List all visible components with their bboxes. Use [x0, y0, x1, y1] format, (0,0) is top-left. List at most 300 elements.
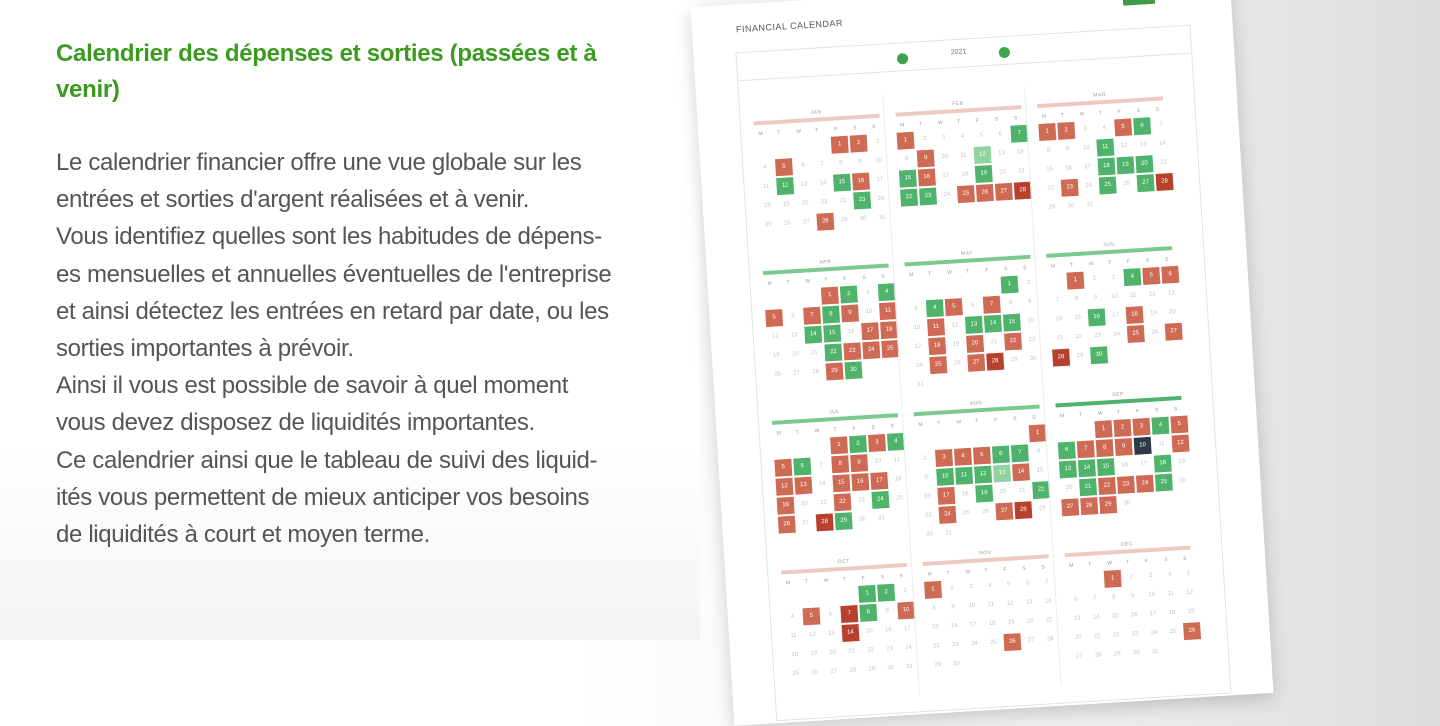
calendar-day[interactable]: 4: [1123, 268, 1141, 286]
calendar-day[interactable]: 21: [848, 648, 856, 655]
calendar-day[interactable]: 25: [792, 670, 800, 678]
calendar-day[interactable]: 24: [1085, 182, 1093, 190]
calendar-day[interactable]: 8: [1036, 448, 1041, 455]
calendar-day[interactable]: 18: [763, 202, 771, 209]
calendar-day[interactable]: 7: [820, 161, 824, 168]
calendar-day[interactable]: 20: [791, 351, 799, 358]
calendar-day[interactable]: 26: [1179, 477, 1187, 485]
calendar-day[interactable]: 5: [1007, 581, 1011, 588]
calendar-day[interactable]: 1: [897, 132, 915, 150]
calendar-day[interactable]: 16: [918, 168, 936, 186]
calendar-day[interactable]: 25: [881, 340, 899, 358]
calendar-day[interactable]: 9: [1115, 438, 1133, 456]
calendar-day[interactable]: 11: [1167, 590, 1175, 598]
calendar-day[interactable]: 14: [984, 315, 1002, 333]
calendar-day[interactable]: 18: [894, 476, 902, 483]
calendar-day[interactable]: 23: [1028, 336, 1036, 344]
calendar-day[interactable]: 1: [1104, 570, 1122, 588]
calendar-day[interactable]: 1: [1066, 272, 1084, 290]
calendar-day[interactable]: 24: [877, 195, 885, 203]
calendar-day[interactable]: 17: [876, 176, 884, 184]
calendar-day[interactable]: 21: [1045, 617, 1053, 624]
calendar-day[interactable]: 29: [1076, 352, 1084, 360]
calendar-day[interactable]: 23: [843, 342, 861, 360]
calendar-day[interactable]: 25: [895, 495, 903, 502]
calendar-day[interactable]: 12: [1172, 434, 1190, 452]
calendar-day[interactable]: 9: [1027, 298, 1032, 306]
calendar-day[interactable]: 28: [849, 667, 857, 674]
calendar-day[interactable]: 5: [774, 459, 792, 477]
calendar-day[interactable]: 8: [838, 160, 843, 167]
calendar-day[interactable]: 6: [801, 162, 805, 169]
calendar-day[interactable]: 30: [1123, 500, 1131, 507]
calendar-day[interactable]: 24: [1136, 475, 1154, 493]
calendar-day[interactable]: 19: [777, 497, 795, 515]
calendar-day[interactable]: 10: [1148, 591, 1156, 599]
calendar-day[interactable]: 21: [1159, 159, 1167, 166]
calendar-day[interactable]: 25: [989, 639, 997, 646]
calendar-day[interactable]: 9: [917, 150, 935, 168]
calendar-day[interactable]: 24: [1113, 331, 1121, 338]
calendar-day[interactable]: 29: [1113, 651, 1121, 658]
calendar-day[interactable]: 9: [885, 608, 890, 615]
calendar-day[interactable]: 29: [835, 512, 853, 530]
calendar-day[interactable]: 3: [875, 138, 880, 146]
calendar-day[interactable]: 8: [822, 306, 840, 324]
calendar-day[interactable]: 23: [1131, 630, 1139, 638]
calendar-day[interactable]: 2: [840, 285, 858, 303]
calendar-day[interactable]: 14: [1078, 459, 1096, 477]
calendar-day[interactable]: 24: [943, 191, 951, 198]
calendar-day[interactable]: 18: [1154, 455, 1172, 473]
calendar-day[interactable]: 14: [819, 180, 827, 187]
calendar-day[interactable]: 19: [1116, 156, 1134, 174]
calendar-day[interactable]: 13: [1139, 141, 1147, 148]
previous-year-dot-button[interactable]: [897, 53, 909, 65]
calendar-day[interactable]: 6: [1133, 117, 1151, 135]
calendar-day[interactable]: 25: [1155, 474, 1173, 492]
calendar-day[interactable]: 17: [1084, 163, 1092, 171]
calendar-day[interactable]: 11: [927, 318, 945, 336]
calendar-day[interactable]: 22: [867, 647, 875, 654]
calendar-day[interactable]: 3: [941, 134, 946, 141]
calendar-day[interactable]: 28: [986, 353, 1004, 371]
calendar-day[interactable]: 1: [858, 585, 876, 603]
calendar-day[interactable]: 9: [1065, 146, 1070, 153]
calendar-day[interactable]: 3: [865, 289, 870, 296]
calendar-day[interactable]: 24: [862, 341, 880, 359]
calendar-day[interactable]: 10: [913, 324, 921, 332]
calendar-day[interactable]: 8: [1046, 147, 1051, 154]
calendar-day[interactable]: 26: [811, 669, 819, 676]
calendar-day[interactable]: 2: [923, 455, 927, 462]
calendar-day[interactable]: 25: [962, 509, 970, 517]
calendar-day[interactable]: 23: [1117, 476, 1135, 494]
calendar-day[interactable]: 23: [1061, 179, 1079, 197]
calendar-day[interactable]: 26: [783, 220, 791, 227]
calendar-day[interactable]: 8: [1096, 439, 1114, 457]
calendar-day[interactable]: 17: [903, 625, 911, 633]
calendar-day[interactable]: 30: [1132, 649, 1140, 657]
calendar-day[interactable]: 19: [772, 352, 780, 359]
calendar-day[interactable]: 30: [953, 660, 961, 668]
calendar-day[interactable]: 25: [929, 356, 947, 374]
calendar-day[interactable]: 15: [1074, 314, 1082, 322]
calendar-day[interactable]: 11: [987, 601, 995, 609]
calendar-day[interactable]: 12: [1186, 589, 1194, 596]
calendar-day[interactable]: 18: [988, 620, 996, 628]
calendar-day[interactable]: 13: [790, 332, 798, 339]
calendar-day[interactable]: 21: [1018, 167, 1026, 175]
calendar-day[interactable]: 16: [1065, 165, 1073, 172]
calendar-day[interactable]: 24: [938, 506, 956, 524]
calendar-day[interactable]: 1: [831, 136, 849, 154]
calendar-day[interactable]: 23: [919, 187, 937, 205]
calendar-day[interactable]: 26: [1183, 622, 1201, 640]
calendar-day[interactable]: 4: [960, 133, 965, 140]
calendar-day[interactable]: 10: [897, 602, 915, 620]
calendar-day[interactable]: 11: [790, 632, 797, 640]
calendar-day[interactable]: 27: [1061, 498, 1079, 516]
calendar-day[interactable]: 12: [775, 478, 793, 496]
calendar-day[interactable]: 2: [877, 584, 895, 602]
calendar-day[interactable]: 23: [853, 191, 871, 209]
calendar-day[interactable]: 15: [1111, 613, 1119, 620]
calendar-day[interactable]: 13: [794, 477, 812, 495]
calendar-day[interactable]: 4: [887, 433, 905, 451]
calendar-day[interactable]: 25: [1169, 628, 1177, 635]
calendar-day[interactable]: 15: [1097, 458, 1115, 476]
calendar-day[interactable]: 9: [857, 158, 862, 166]
calendar-day[interactable]: 2: [1092, 275, 1097, 283]
calendar-day[interactable]: 16: [1088, 308, 1106, 326]
calendar-day[interactable]: 15: [931, 624, 939, 631]
calendar-day[interactable]: 17: [942, 172, 950, 180]
calendar-day[interactable]: 14: [1055, 315, 1063, 323]
calendar-day[interactable]: 16: [852, 173, 870, 191]
calendar-day[interactable]: 22: [824, 344, 842, 362]
calendar-day[interactable]: 5: [979, 132, 984, 139]
calendar-day[interactable]: 8: [831, 455, 849, 473]
calendar-day[interactable]: 15: [823, 325, 841, 343]
calendar-day[interactable]: 6: [1025, 580, 1030, 587]
calendar-day[interactable]: 10: [1110, 293, 1119, 300]
calendar-day[interactable]: 15: [1003, 314, 1021, 332]
calendar-day[interactable]: 26: [981, 508, 989, 516]
calendar-day[interactable]: 27: [802, 519, 810, 527]
calendar-day[interactable]: 5: [1170, 416, 1188, 434]
calendar-day[interactable]: 2: [950, 585, 954, 592]
calendar-day[interactable]: 6: [1058, 441, 1076, 459]
calendar-day[interactable]: 30: [859, 516, 867, 523]
calendar-day[interactable]: 7: [840, 605, 858, 623]
calendar-day[interactable]: 16: [1130, 611, 1138, 619]
calendar-day[interactable]: 27: [1165, 323, 1183, 341]
calendar-day[interactable]: 5: [802, 607, 820, 625]
calendar-day[interactable]: 12: [974, 146, 992, 164]
calendar-day[interactable]: 11: [960, 152, 967, 159]
calendar-day[interactable]: 26: [1151, 329, 1159, 336]
calendar-day[interactable]: 13: [1073, 615, 1081, 622]
calendar-day[interactable]: 22: [1112, 632, 1120, 639]
calendar-day[interactable]: 25: [764, 221, 772, 228]
calendar-day[interactable]: 1: [821, 287, 839, 305]
calendar-day[interactable]: 27: [793, 370, 801, 377]
calendar-day[interactable]: 7: [1093, 595, 1097, 602]
calendar-day[interactable]: 9: [1093, 294, 1098, 302]
calendar-day[interactable]: 5: [1186, 570, 1191, 577]
calendar-day[interactable]: 31: [878, 515, 886, 522]
calendar-day[interactable]: 10: [936, 468, 954, 486]
calendar-day[interactable]: 30: [859, 215, 867, 223]
calendar-day[interactable]: 6: [992, 445, 1010, 463]
calendar-day[interactable]: 30: [1029, 355, 1037, 363]
calendar-day[interactable]: 29: [934, 662, 942, 669]
calendar-day[interactable]: 27: [1075, 653, 1083, 660]
calendar-day[interactable]: 19: [975, 165, 993, 183]
calendar-day[interactable]: 13: [993, 464, 1011, 482]
calendar-day[interactable]: 7: [1159, 121, 1163, 128]
calendar-day[interactable]: 22: [1047, 185, 1055, 192]
calendar-day[interactable]: 2: [1057, 122, 1075, 140]
calendar-day[interactable]: 18: [880, 321, 898, 339]
calendar-day[interactable]: 21: [1079, 478, 1097, 496]
calendar-day[interactable]: 28: [816, 213, 834, 231]
calendar-day[interactable]: 25: [1099, 176, 1117, 194]
calendar-day[interactable]: 12: [951, 322, 959, 329]
calendar-day[interactable]: 2: [1129, 574, 1134, 581]
calendar-day[interactable]: 13: [1059, 460, 1077, 478]
calendar-day[interactable]: 18: [791, 651, 799, 659]
calendar-day[interactable]: 13: [965, 316, 983, 334]
calendar-day[interactable]: 21: [1018, 487, 1026, 494]
calendar-day[interactable]: 17: [1140, 461, 1148, 468]
calendar-day[interactable]: 13: [1167, 290, 1175, 297]
calendar-day[interactable]: 11: [893, 457, 901, 464]
calendar-day[interactable]: 14: [818, 480, 826, 488]
calendar-day[interactable]: 8: [932, 605, 937, 612]
calendar-day[interactable]: 7: [983, 296, 1001, 314]
calendar-day[interactable]: 4: [763, 164, 767, 171]
calendar-day[interactable]: 31: [916, 381, 925, 388]
calendar-day[interactable]: 7: [1044, 579, 1049, 586]
calendar-day[interactable]: 3: [1083, 126, 1088, 133]
calendar-day[interactable]: 6: [970, 302, 975, 309]
calendar-day[interactable]: 7: [1010, 125, 1028, 143]
calendar-day[interactable]: 28: [816, 513, 834, 531]
calendar-day[interactable]: 22: [932, 643, 941, 650]
calendar-day[interactable]: 22: [839, 197, 847, 205]
calendar-day[interactable]: 5: [775, 158, 793, 176]
calendar-day[interactable]: 14: [1044, 598, 1052, 605]
calendar-day[interactable]: 11: [879, 302, 897, 320]
calendar-day[interactable]: 15: [865, 628, 873, 635]
calendar-day[interactable]: 26: [774, 371, 782, 378]
calendar-day[interactable]: 6: [791, 313, 795, 320]
calendar-day[interactable]: 23: [924, 512, 933, 519]
today-button[interactable]: [1122, 0, 1155, 6]
calendar-day[interactable]: 3: [914, 305, 918, 312]
calendar-day[interactable]: 25: [1127, 325, 1145, 343]
calendar-day[interactable]: 23: [951, 641, 959, 649]
calendar-day[interactable]: 28: [1052, 349, 1070, 367]
calendar-day[interactable]: 8: [1074, 295, 1079, 303]
calendar-day[interactable]: 1: [924, 581, 942, 599]
calendar-day[interactable]: 14: [1016, 149, 1025, 156]
calendar-day[interactable]: 16: [884, 626, 892, 634]
next-year-dot-button[interactable]: [999, 47, 1011, 59]
calendar-day[interactable]: 14: [804, 326, 822, 344]
calendar-day[interactable]: 12: [771, 333, 779, 340]
calendar-day[interactable]: 20: [829, 649, 837, 656]
calendar-day[interactable]: 15: [833, 174, 851, 192]
calendar-day[interactable]: 21: [990, 338, 998, 346]
calendar-day[interactable]: 22: [1075, 333, 1083, 341]
calendar-day[interactable]: 2: [922, 135, 927, 143]
calendar-day[interactable]: 2: [850, 135, 868, 153]
calendar-day[interactable]: 10: [968, 602, 976, 610]
calendar-day[interactable]: 16: [1027, 317, 1035, 325]
calendar-day[interactable]: 31: [878, 214, 886, 221]
calendar-day[interactable]: 8: [859, 604, 877, 622]
calendar-day[interactable]: 22: [1098, 477, 1116, 495]
calendar-day[interactable]: 19: [975, 485, 993, 503]
calendar-day[interactable]: 18: [961, 491, 969, 498]
calendar-day[interactable]: 18: [928, 337, 946, 355]
calendar-day[interactable]: 10: [941, 153, 949, 161]
calendar-day[interactable]: 10: [1134, 437, 1152, 455]
calendar-day[interactable]: 8: [1111, 594, 1116, 601]
calendar-day[interactable]: 6: [793, 458, 811, 476]
calendar-day[interactable]: 31: [906, 663, 914, 671]
calendar-day[interactable]: 8: [904, 156, 909, 163]
calendar-day[interactable]: 14: [1158, 140, 1166, 147]
calendar-day[interactable]: 5: [765, 309, 783, 327]
calendar-day[interactable]: 20: [999, 488, 1007, 496]
calendar-day[interactable]: 3: [868, 434, 886, 452]
calendar-day[interactable]: 26: [976, 184, 994, 202]
calendar-day[interactable]: 11: [1130, 292, 1137, 299]
calendar-day[interactable]: 7: [1055, 297, 1060, 304]
calendar-day[interactable]: 17: [1149, 610, 1157, 618]
calendar-day[interactable]: 9: [924, 474, 929, 481]
calendar-day[interactable]: 21: [1093, 633, 1101, 640]
calendar-day[interactable]: 11: [762, 183, 770, 190]
calendar-day[interactable]: 29: [840, 216, 848, 224]
calendar-day[interactable]: 9: [841, 304, 859, 322]
calendar-day[interactable]: 20: [1026, 618, 1034, 625]
calendar-day[interactable]: 28: [1156, 173, 1174, 191]
calendar-day[interactable]: 4: [1151, 417, 1169, 435]
calendar-day[interactable]: 24: [1150, 629, 1158, 637]
calendar-day[interactable]: 8: [1008, 300, 1013, 307]
calendar-day[interactable]: 17: [861, 322, 879, 340]
calendar-day[interactable]: 5: [945, 298, 963, 316]
calendar-day[interactable]: 9: [1130, 593, 1135, 600]
calendar-day[interactable]: 25: [957, 185, 975, 203]
calendar-day[interactable]: 2: [1114, 419, 1132, 437]
calendar-day[interactable]: 24: [905, 644, 913, 652]
calendar-day[interactable]: 30: [844, 361, 862, 379]
calendar-day[interactable]: 28: [1046, 636, 1054, 643]
calendar-day[interactable]: 19: [782, 201, 790, 208]
calendar-day[interactable]: 12: [974, 466, 992, 484]
calendar-day[interactable]: 20: [1135, 155, 1153, 173]
calendar-day[interactable]: 16: [1121, 462, 1129, 469]
calendar-day[interactable]: 12: [809, 631, 817, 639]
calendar-day[interactable]: 20: [999, 169, 1007, 176]
calendar-day[interactable]: 15: [1036, 467, 1044, 474]
calendar-day[interactable]: 20: [801, 200, 809, 207]
calendar-day[interactable]: 21: [820, 499, 828, 507]
calendar-day[interactable]: 16: [923, 493, 931, 500]
calendar-day[interactable]: 13: [1025, 599, 1033, 606]
calendar-day[interactable]: 12: [1120, 142, 1128, 150]
calendar-day[interactable]: 19: [952, 341, 960, 348]
calendar-day[interactable]: 27: [967, 354, 985, 372]
calendar-day[interactable]: 1: [1038, 123, 1056, 141]
calendar-day[interactable]: 2: [1026, 279, 1031, 287]
calendar-day[interactable]: 2: [849, 435, 867, 453]
calendar-day[interactable]: 29: [1038, 505, 1046, 512]
calendar-day[interactable]: 1: [1001, 276, 1019, 294]
calendar-day[interactable]: 1: [830, 436, 848, 454]
calendar-day[interactable]: 20: [1074, 634, 1082, 641]
calendar-day[interactable]: 13: [800, 181, 808, 188]
calendar-day[interactable]: 4: [1167, 571, 1172, 579]
calendar-day[interactable]: 27: [802, 219, 810, 226]
calendar-day[interactable]: 7: [1077, 440, 1095, 458]
calendar-day[interactable]: 10: [875, 157, 883, 165]
calendar-day[interactable]: 21: [1056, 334, 1064, 342]
calendar-day[interactable]: 10: [1082, 144, 1090, 152]
calendar-day[interactable]: 29: [1048, 204, 1056, 211]
calendar-day[interactable]: 31: [1086, 201, 1094, 209]
calendar-day[interactable]: 14: [1012, 463, 1030, 481]
calendar-day[interactable]: 27: [1137, 174, 1155, 192]
calendar-day[interactable]: 24: [871, 491, 889, 509]
calendar-day[interactable]: 16: [851, 473, 869, 491]
calendar-day[interactable]: 9: [850, 454, 868, 472]
calendar-day[interactable]: 4: [790, 613, 795, 621]
calendar-day[interactable]: 19: [1150, 310, 1158, 317]
calendar-day[interactable]: 3: [1148, 572, 1153, 580]
calendar-day[interactable]: 5: [1114, 118, 1132, 136]
calendar-day[interactable]: 26: [1003, 633, 1021, 651]
calendar-day[interactable]: 16: [950, 622, 958, 630]
calendar-day[interactable]: 20: [1065, 484, 1073, 492]
calendar-day[interactable]: 19: [1007, 619, 1015, 626]
calendar-day[interactable]: 1: [1095, 420, 1113, 438]
calendar-day[interactable]: 22: [834, 493, 852, 511]
calendar-day[interactable]: 20: [801, 500, 809, 508]
calendar-day[interactable]: 30: [1090, 346, 1108, 364]
calendar-day[interactable]: 10: [865, 308, 873, 315]
calendar-day[interactable]: 17: [870, 472, 888, 490]
calendar-day[interactable]: 6: [1074, 596, 1078, 603]
calendar-day[interactable]: 30: [887, 664, 895, 672]
calendar-day[interactable]: 18: [1098, 157, 1116, 175]
calendar-day[interactable]: 1: [1029, 424, 1047, 442]
calendar-day[interactable]: 27: [995, 502, 1013, 520]
calendar-day[interactable]: 17: [1112, 312, 1120, 319]
calendar-day[interactable]: 3: [1132, 418, 1150, 436]
calendar-day[interactable]: 29: [1099, 496, 1117, 514]
calendar-day[interactable]: 11: [1158, 440, 1165, 448]
calendar-day[interactable]: 23: [886, 645, 894, 653]
calendar-day[interactable]: 13: [998, 150, 1006, 157]
calendar-day[interactable]: 12: [1148, 291, 1156, 298]
